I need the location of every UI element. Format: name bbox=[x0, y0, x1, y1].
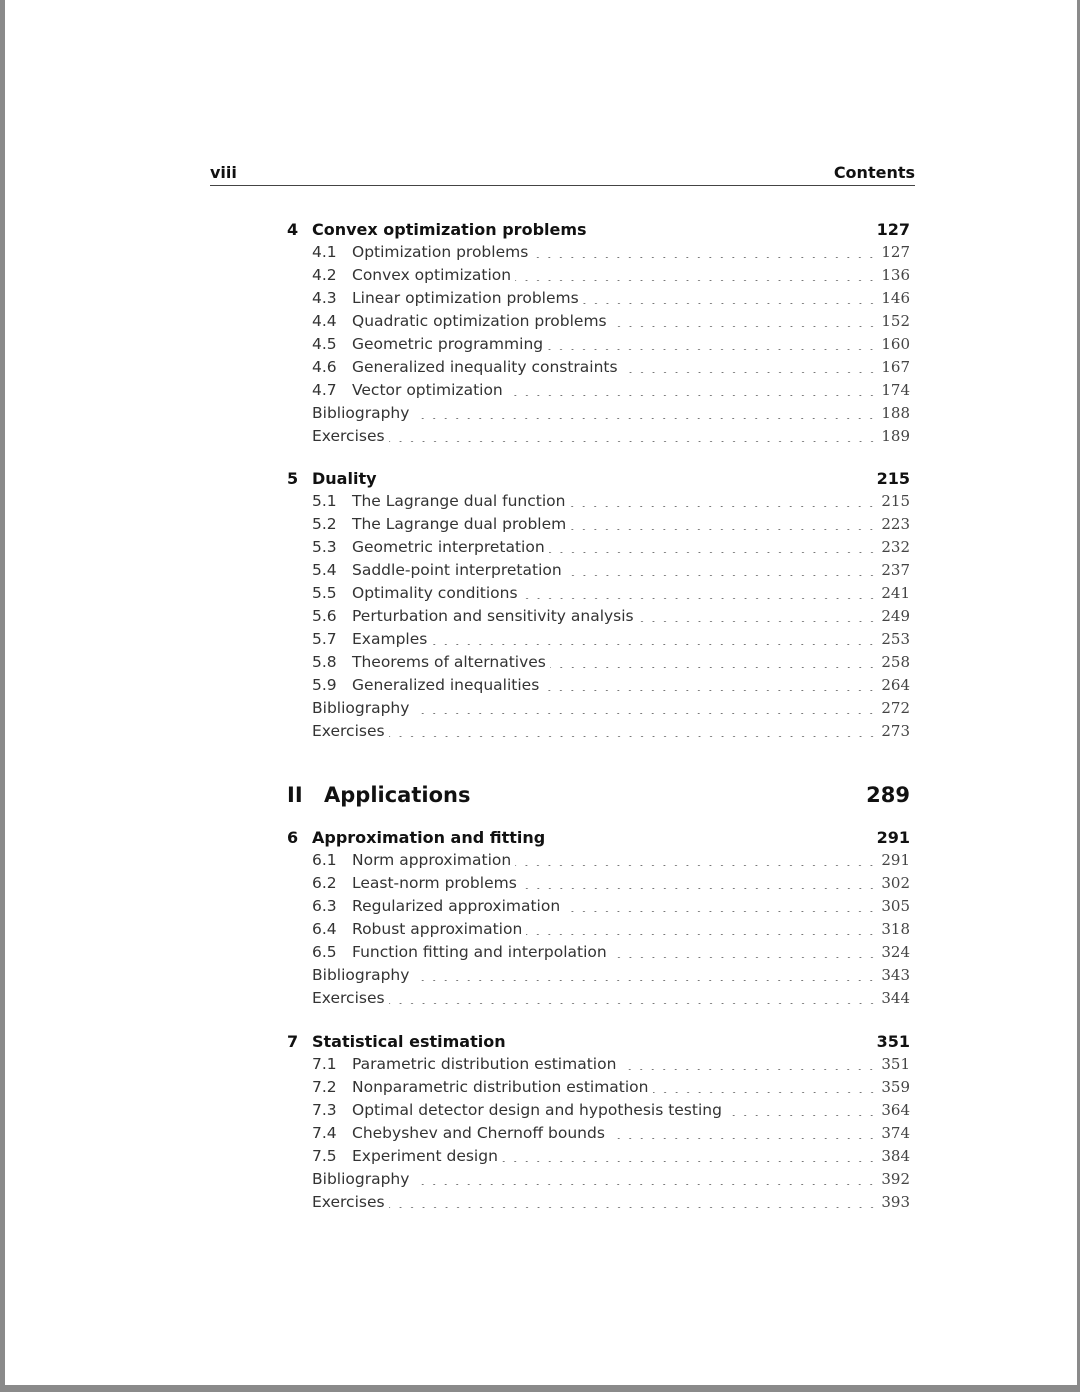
section-title: Norm approximation bbox=[352, 851, 512, 869]
section-number: 7.4 bbox=[312, 1124, 337, 1142]
section-title: Optimal detector design and hypothesis testing bbox=[352, 1101, 722, 1119]
section-page: 291 bbox=[881, 851, 910, 869]
section-number: 4.4 bbox=[312, 312, 337, 330]
part-title: Applications bbox=[324, 783, 471, 807]
section-page: 127 bbox=[881, 243, 910, 261]
section-page: 152 bbox=[881, 312, 910, 330]
dot-leader bbox=[507, 395, 878, 396]
dot-leader bbox=[431, 644, 877, 645]
section-entry[interactable] bbox=[287, 425, 910, 448]
dot-leader bbox=[526, 934, 877, 935]
section-number: 7.2 bbox=[312, 1078, 337, 1096]
dot-leader bbox=[611, 326, 878, 327]
section-number: 5.7 bbox=[312, 630, 337, 648]
section-title: Perturbation and sensitivity analysis bbox=[352, 607, 634, 625]
document-page bbox=[5, 0, 1077, 1385]
dot-leader bbox=[522, 598, 878, 599]
section-page: 215 bbox=[881, 492, 910, 510]
section-entry[interactable] bbox=[287, 697, 910, 720]
section-entry[interactable] bbox=[287, 241, 910, 264]
toc-chapter-4 bbox=[287, 218, 910, 448]
section-entry[interactable] bbox=[287, 1191, 910, 1214]
section-page: 318 bbox=[881, 920, 910, 938]
section-number: 7.5 bbox=[312, 1147, 337, 1165]
section-title: Parametric distribution estimation bbox=[352, 1055, 617, 1073]
section-entry[interactable] bbox=[287, 379, 910, 402]
chapter-page: 291 bbox=[876, 828, 910, 847]
dot-leader bbox=[726, 1115, 877, 1116]
dot-leader bbox=[515, 865, 877, 866]
section-entry[interactable] bbox=[287, 1122, 910, 1145]
section-entry[interactable] bbox=[287, 941, 910, 964]
toc-chapter-5 bbox=[287, 467, 910, 743]
section-entry[interactable] bbox=[287, 987, 910, 1010]
section-title: Bibliography bbox=[312, 404, 410, 422]
dot-leader bbox=[549, 552, 878, 553]
section-page: 393 bbox=[881, 1193, 910, 1211]
part-page: 289 bbox=[866, 783, 910, 807]
dot-leader bbox=[389, 441, 878, 442]
section-number: 6.4 bbox=[312, 920, 337, 938]
section-entry[interactable] bbox=[287, 1168, 910, 1191]
chapter-page: 215 bbox=[876, 469, 910, 488]
section-page: 160 bbox=[881, 335, 910, 353]
section-title: Least-norm problems bbox=[352, 874, 517, 892]
dot-leader bbox=[583, 303, 878, 304]
section-entry[interactable] bbox=[287, 356, 910, 379]
chapter-title: Statistical estimation bbox=[312, 1032, 506, 1051]
chapter-title: Approximation and fitting bbox=[312, 828, 546, 847]
section-page: 146 bbox=[881, 289, 910, 307]
section-number: 4.7 bbox=[312, 381, 337, 399]
section-number: 7.3 bbox=[312, 1101, 337, 1119]
chapter-heading[interactable] bbox=[287, 467, 910, 490]
section-entry[interactable] bbox=[287, 918, 910, 941]
dot-leader bbox=[532, 257, 877, 258]
section-title: The Lagrange dual problem bbox=[352, 515, 567, 533]
section-page: 392 bbox=[881, 1170, 910, 1188]
section-number: 4.1 bbox=[312, 243, 337, 261]
dot-leader bbox=[638, 621, 878, 622]
section-title: Bibliography bbox=[312, 699, 410, 717]
dot-leader bbox=[389, 1003, 878, 1004]
dot-leader bbox=[564, 911, 877, 912]
section-title: Chebyshev and Chernoff bounds bbox=[352, 1124, 605, 1142]
section-page: 343 bbox=[881, 966, 910, 984]
section-entry[interactable] bbox=[287, 264, 910, 287]
section-number: 5.4 bbox=[312, 561, 337, 579]
section-title: Generalized inequality constraints bbox=[352, 358, 618, 376]
section-entry[interactable] bbox=[287, 1145, 910, 1168]
section-page: 232 bbox=[881, 538, 910, 556]
section-number: 5.6 bbox=[312, 607, 337, 625]
section-title: Geometric programming bbox=[352, 335, 544, 353]
section-title: Generalized inequalities bbox=[352, 676, 540, 694]
section-entry[interactable] bbox=[287, 628, 910, 651]
section-entry[interactable] bbox=[287, 490, 910, 513]
section-number: 5.2 bbox=[312, 515, 337, 533]
dot-leader bbox=[622, 372, 878, 373]
dot-leader bbox=[389, 1207, 878, 1208]
section-number: 4.6 bbox=[312, 358, 337, 376]
section-page: 351 bbox=[881, 1055, 910, 1073]
toc-part-2 bbox=[287, 780, 910, 810]
section-title: Quadratic optimization problems bbox=[352, 312, 607, 330]
section-title: Optimality conditions bbox=[352, 584, 518, 602]
dot-leader bbox=[543, 690, 877, 691]
section-page: 302 bbox=[881, 874, 910, 892]
chapter-number: 7 bbox=[287, 1032, 299, 1051]
section-page: 264 bbox=[881, 676, 910, 694]
section-title: Regularized approximation bbox=[352, 897, 561, 915]
section-page: 305 bbox=[881, 897, 910, 915]
section-number: 4.5 bbox=[312, 335, 337, 353]
part-heading[interactable] bbox=[287, 780, 910, 810]
section-title: The Lagrange dual function bbox=[352, 492, 566, 510]
section-page: 359 bbox=[881, 1078, 910, 1096]
section-entry[interactable] bbox=[287, 605, 910, 628]
dot-leader bbox=[521, 888, 878, 889]
dot-leader bbox=[620, 1069, 877, 1070]
chapter-heading[interactable] bbox=[287, 826, 910, 849]
section-page: 258 bbox=[881, 653, 910, 671]
chapter-number: 5 bbox=[287, 469, 299, 488]
part-number: II bbox=[287, 783, 303, 807]
dot-leader bbox=[413, 713, 877, 714]
section-page: 273 bbox=[881, 722, 910, 740]
section-title: Bibliography bbox=[312, 966, 410, 984]
section-entry[interactable] bbox=[287, 559, 910, 582]
section-title: Theorems of alternatives bbox=[352, 653, 546, 671]
section-entry[interactable] bbox=[287, 872, 910, 895]
section-entry[interactable] bbox=[287, 513, 910, 536]
chapter-heading[interactable] bbox=[287, 218, 910, 241]
dot-leader bbox=[550, 667, 878, 668]
running-header bbox=[210, 163, 915, 186]
section-title: Vector optimization bbox=[352, 381, 503, 399]
section-title: Exercises bbox=[312, 989, 385, 1007]
chapter-page: 127 bbox=[876, 220, 910, 239]
section-title: Examples bbox=[352, 630, 428, 648]
dot-leader bbox=[570, 529, 877, 530]
section-title: Linear optimization problems bbox=[352, 289, 579, 307]
section-entry[interactable] bbox=[287, 1099, 910, 1122]
section-number: 5.9 bbox=[312, 676, 337, 694]
section-entry[interactable] bbox=[287, 1053, 910, 1076]
chapter-number: 6 bbox=[287, 828, 299, 847]
section-page: 241 bbox=[881, 584, 910, 602]
section-page: 188 bbox=[881, 404, 910, 422]
dot-leader bbox=[389, 736, 878, 737]
dot-leader bbox=[413, 418, 877, 419]
section-entry[interactable] bbox=[287, 582, 910, 605]
dot-leader bbox=[611, 957, 878, 958]
running-title: Contents bbox=[833, 163, 915, 182]
section-page: 384 bbox=[881, 1147, 910, 1165]
section-entry[interactable] bbox=[287, 651, 910, 674]
section-number: 5.3 bbox=[312, 538, 337, 556]
section-page: 374 bbox=[881, 1124, 910, 1142]
section-entry[interactable] bbox=[287, 895, 910, 918]
section-entry[interactable] bbox=[287, 720, 910, 743]
section-number: 6.3 bbox=[312, 897, 337, 915]
section-page: 237 bbox=[881, 561, 910, 579]
section-title: Optimization problems bbox=[352, 243, 529, 261]
section-number: 7.1 bbox=[312, 1055, 337, 1073]
section-entry[interactable] bbox=[287, 674, 910, 697]
section-entry[interactable] bbox=[287, 536, 910, 559]
section-page: 223 bbox=[881, 515, 910, 533]
dot-leader bbox=[609, 1138, 877, 1139]
section-title: Saddle-point interpretation bbox=[352, 561, 562, 579]
chapter-number: 4 bbox=[287, 220, 299, 239]
section-page: 136 bbox=[881, 266, 910, 284]
dot-leader bbox=[653, 1092, 878, 1093]
section-title: Bibliography bbox=[312, 1170, 410, 1188]
chapter-heading[interactable] bbox=[287, 1030, 910, 1053]
dot-leader bbox=[566, 575, 878, 576]
section-page: 324 bbox=[881, 943, 910, 961]
dot-leader bbox=[547, 349, 877, 350]
section-entry[interactable] bbox=[287, 964, 910, 987]
section-number: 5.8 bbox=[312, 653, 337, 671]
section-page: 272 bbox=[881, 699, 910, 717]
section-title: Nonparametric distribution estimation bbox=[352, 1078, 649, 1096]
section-entry[interactable] bbox=[287, 402, 910, 425]
section-title: Exercises bbox=[312, 722, 385, 740]
section-entry[interactable] bbox=[287, 333, 910, 356]
toc-chapter-7 bbox=[287, 1030, 910, 1214]
section-number: 6.5 bbox=[312, 943, 337, 961]
dot-leader bbox=[502, 1161, 877, 1162]
chapter-title: Convex optimization problems bbox=[312, 220, 587, 239]
dot-leader bbox=[413, 980, 877, 981]
chapter-page: 351 bbox=[876, 1032, 910, 1051]
section-title: Convex optimization bbox=[352, 266, 512, 284]
section-title: Robust approximation bbox=[352, 920, 523, 938]
dot-leader bbox=[569, 506, 877, 507]
section-number: 5.1 bbox=[312, 492, 337, 510]
section-number: 6.2 bbox=[312, 874, 337, 892]
section-number: 4.2 bbox=[312, 266, 337, 284]
section-entry[interactable] bbox=[287, 287, 910, 310]
section-entry[interactable] bbox=[287, 849, 910, 872]
section-title: Geometric interpretation bbox=[352, 538, 545, 556]
section-number: 4.3 bbox=[312, 289, 337, 307]
section-title: Experiment design bbox=[352, 1147, 498, 1165]
dot-leader bbox=[413, 1184, 877, 1185]
section-page: 167 bbox=[881, 358, 910, 376]
section-page: 189 bbox=[881, 427, 910, 445]
section-title: Function fitting and interpolation bbox=[352, 943, 607, 961]
section-page: 249 bbox=[881, 607, 910, 625]
dot-leader bbox=[515, 280, 877, 281]
section-page: 364 bbox=[881, 1101, 910, 1119]
page-number: viii bbox=[210, 163, 237, 182]
section-entry[interactable] bbox=[287, 1076, 910, 1099]
section-page: 174 bbox=[881, 381, 910, 399]
chapter-title: Duality bbox=[312, 469, 377, 488]
section-page: 344 bbox=[881, 989, 910, 1007]
section-page: 253 bbox=[881, 630, 910, 648]
toc-chapter-6 bbox=[287, 826, 910, 1010]
section-entry[interactable] bbox=[287, 310, 910, 333]
section-title: Exercises bbox=[312, 427, 385, 445]
section-number: 5.5 bbox=[312, 584, 337, 602]
section-title: Exercises bbox=[312, 1193, 385, 1211]
section-number: 6.1 bbox=[312, 851, 337, 869]
